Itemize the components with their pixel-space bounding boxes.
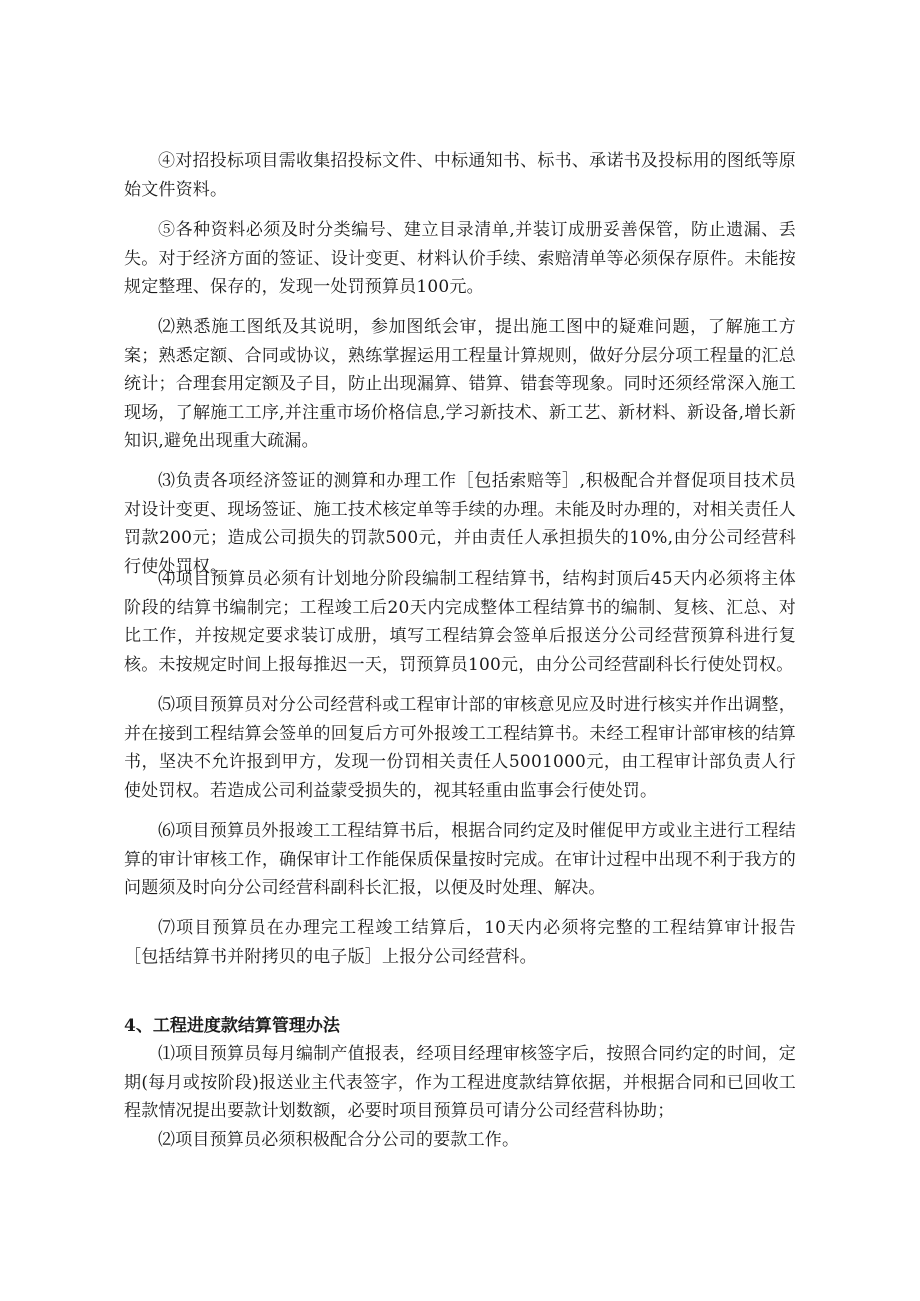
paragraph-drawings-familiarization: ⑵熟悉施工图纸及其说明，参加图纸会审，提出施工图中的疑难问题，了解施工方案；熟悉定额、合同或协议，熟练掌握运用工程量计算规则，做好分层分项工程量的汇总统计；合理套用定额及子目，防止出现漏算、错算、错套等现象。同时还须经常深入施工现场，了解施工工序,并注重市场价格信息,学习新技术、新工艺、新材料、新设备,增长新知识,避免出现重大疏漏。 xyxy=(124,317,796,451)
paragraph-bidding-documents: ④对招投标项目需收集招投标文件、中标通知书、标书、承诺书及投标用的图纸等原始文件资料。 xyxy=(124,151,796,200)
paragraph-progress-report: ⑴项目预算员每月编制产值报表，经项目经理审核签字后，按照合同约定的时间，定期(每月或按阶段)报送业主代表签字，作为工程进度款结算依据，并根据合同和已回收工程款情况提出要款计划数额，必要时项目预算员可请分公司经营科协助； xyxy=(124,1044,796,1121)
paragraph-document-archiving: ⑤各种资料必须及时分类编号、建立目录清单,并装订成册妥善保管，防止遗漏、丢失。对于经济方面的签证、设计变更、材料认价手续、索赔清单等必须保存原件。未能按规定整理、保存的，发现一处罚预算员100元。 xyxy=(124,220,796,297)
paragraph-audit-report: ⑺项目预算员在办理完工程竣工结算后，10天内必须将完整的工程结算审计报告［包括结算书并附拷贝的电子版］上报分公司经营科。 xyxy=(124,918,796,967)
paragraph-settlement-compilation: ⑷项目预算员必须有计划地分阶段编制工程结算书，结构封顶后45天内必须将主体阶段的结算书编制完；工程竣工后20天内完成整体工程结算书的编制、复核、汇总、对比工作，并按规定要求装订成册，填写工程结算会签单后报送分公司经营预算科进行复核。未按规定时间上报每推迟一天，罚预算员100元，由分公司经营副科长行使处罚权。 xyxy=(124,569,796,675)
paragraph-audit-followup: ⑹项目预算员外报竣工工程结算书后，根据合同约定及时催促甲方或业主进行工程结算的审计审核工作，确保审计工作能保质保量按时完成。在审计过程中出现不利于我方的问题须及时向分公司经营科副科长汇报，以便及时处理、解决。 xyxy=(124,821,796,898)
paragraph-payment-collection: ⑵项目预算员必须积极配合分公司的要款工作。 xyxy=(158,1130,520,1150)
section-heading: 4、工程进度款结算管理办法 xyxy=(124,1016,340,1036)
paragraph-economic-visa: ⑶负责各项经济签证的测算和办理工作［包括索赔等］,积极配合并督促项目技术员对设计变更、现场签证、施工技术核定单等手续的办理。未能及时办理的，对相关责任人罚款200元；造成公司损失的罚款500元，并由责任人承担损失的10%,由分公司经营科行使处罚权。 xyxy=(124,471,796,577)
paragraph-audit-opinion: ⑸项目预算员对分公司经营科或工程审计部的审核意见应及时进行核实并作出调整，并在接到工程结算会签单的回复后方可外报竣工工程结算书。未经工程审计部审核的结算书，坚决不允许报到甲方，发现一份罚相关责任人5001000元，由工程审计部负责人行使处罚权。若造成公司利益蒙受损失的，视其轻重由监事会行使处罚。 xyxy=(124,695,796,801)
